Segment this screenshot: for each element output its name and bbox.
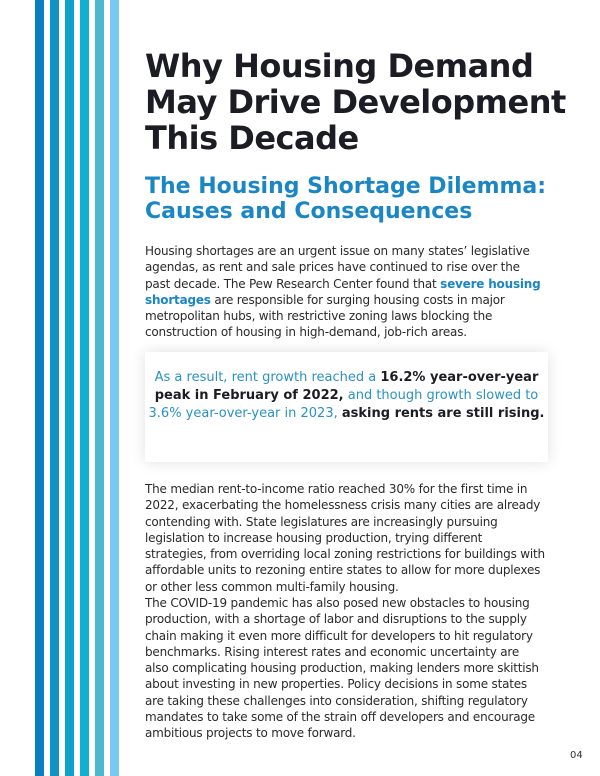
intro-paragraph bbox=[145, 243, 545, 341]
page-number: 04 bbox=[570, 750, 583, 761]
quote-text: As a result, rent growth reached a bbox=[154, 370, 381, 385]
stripe bbox=[50, 0, 59, 776]
pull-quote bbox=[145, 352, 548, 462]
text: are responsible for surging housing costs in major metropolitan hubs, with restrictive zoning laws blocking the construction of housing in high-demand, job-rich areas. bbox=[145, 292, 505, 340]
quote-text: and though growth slowed to 3.6% year-over-year in 2023, bbox=[148, 388, 539, 421]
text: Housing shortages are an urgent issue on many states’ legislative agendas, as rent and sale prices have continued to rise over the past decade. The Pew Research Center found that bbox=[145, 244, 530, 291]
stripe bbox=[35, 0, 44, 776]
page-title: Why Housing Demand May Drive Development This Decade bbox=[145, 47, 566, 157]
body-paragraph-covid: The COVID-19 pandemic has also posed new obstacles to housing production, with a shortage of labor and disruptions to the supply chain making it even more difficult for developers to hit regulatory benchmarks. Rising interest rates and economic uncertainty are also complicating housing production, making lenders more skittish about investing in new properties. Policy decisions in some states are taking these challenges into consideration, shifting regulatory mandates to take some of the strain off developers and encourage ambitious projects to move forward. bbox=[145, 596, 539, 741]
stripe bbox=[80, 0, 89, 776]
stripe bbox=[65, 0, 74, 776]
severe-housing-shortages-link[interactable]: severe housing shortages bbox=[145, 276, 541, 307]
quote-bold: asking rents are still rising. bbox=[341, 406, 545, 421]
stripe bbox=[95, 0, 104, 776]
body-paragraph-rent: The median rent-to-income ratio reached 30% for the first time in 2022, exacerbating the homelessness crisis many cities are already contending with. State legislatures are increasingly pursuing legislation to increase housing production, trying different strategies, from overriding local zoning restrictions for buildings with affordable units to rezoning entire states to allow for more duplexes or other less common multi-family housing. bbox=[145, 482, 545, 594]
stripe bbox=[110, 0, 119, 776]
quote-bold: 16.2% year-over-year peak in February of 2022, bbox=[154, 370, 539, 403]
section-subtitle: The Housing Shortage Dilemma: Causes and Consequences bbox=[145, 174, 547, 224]
